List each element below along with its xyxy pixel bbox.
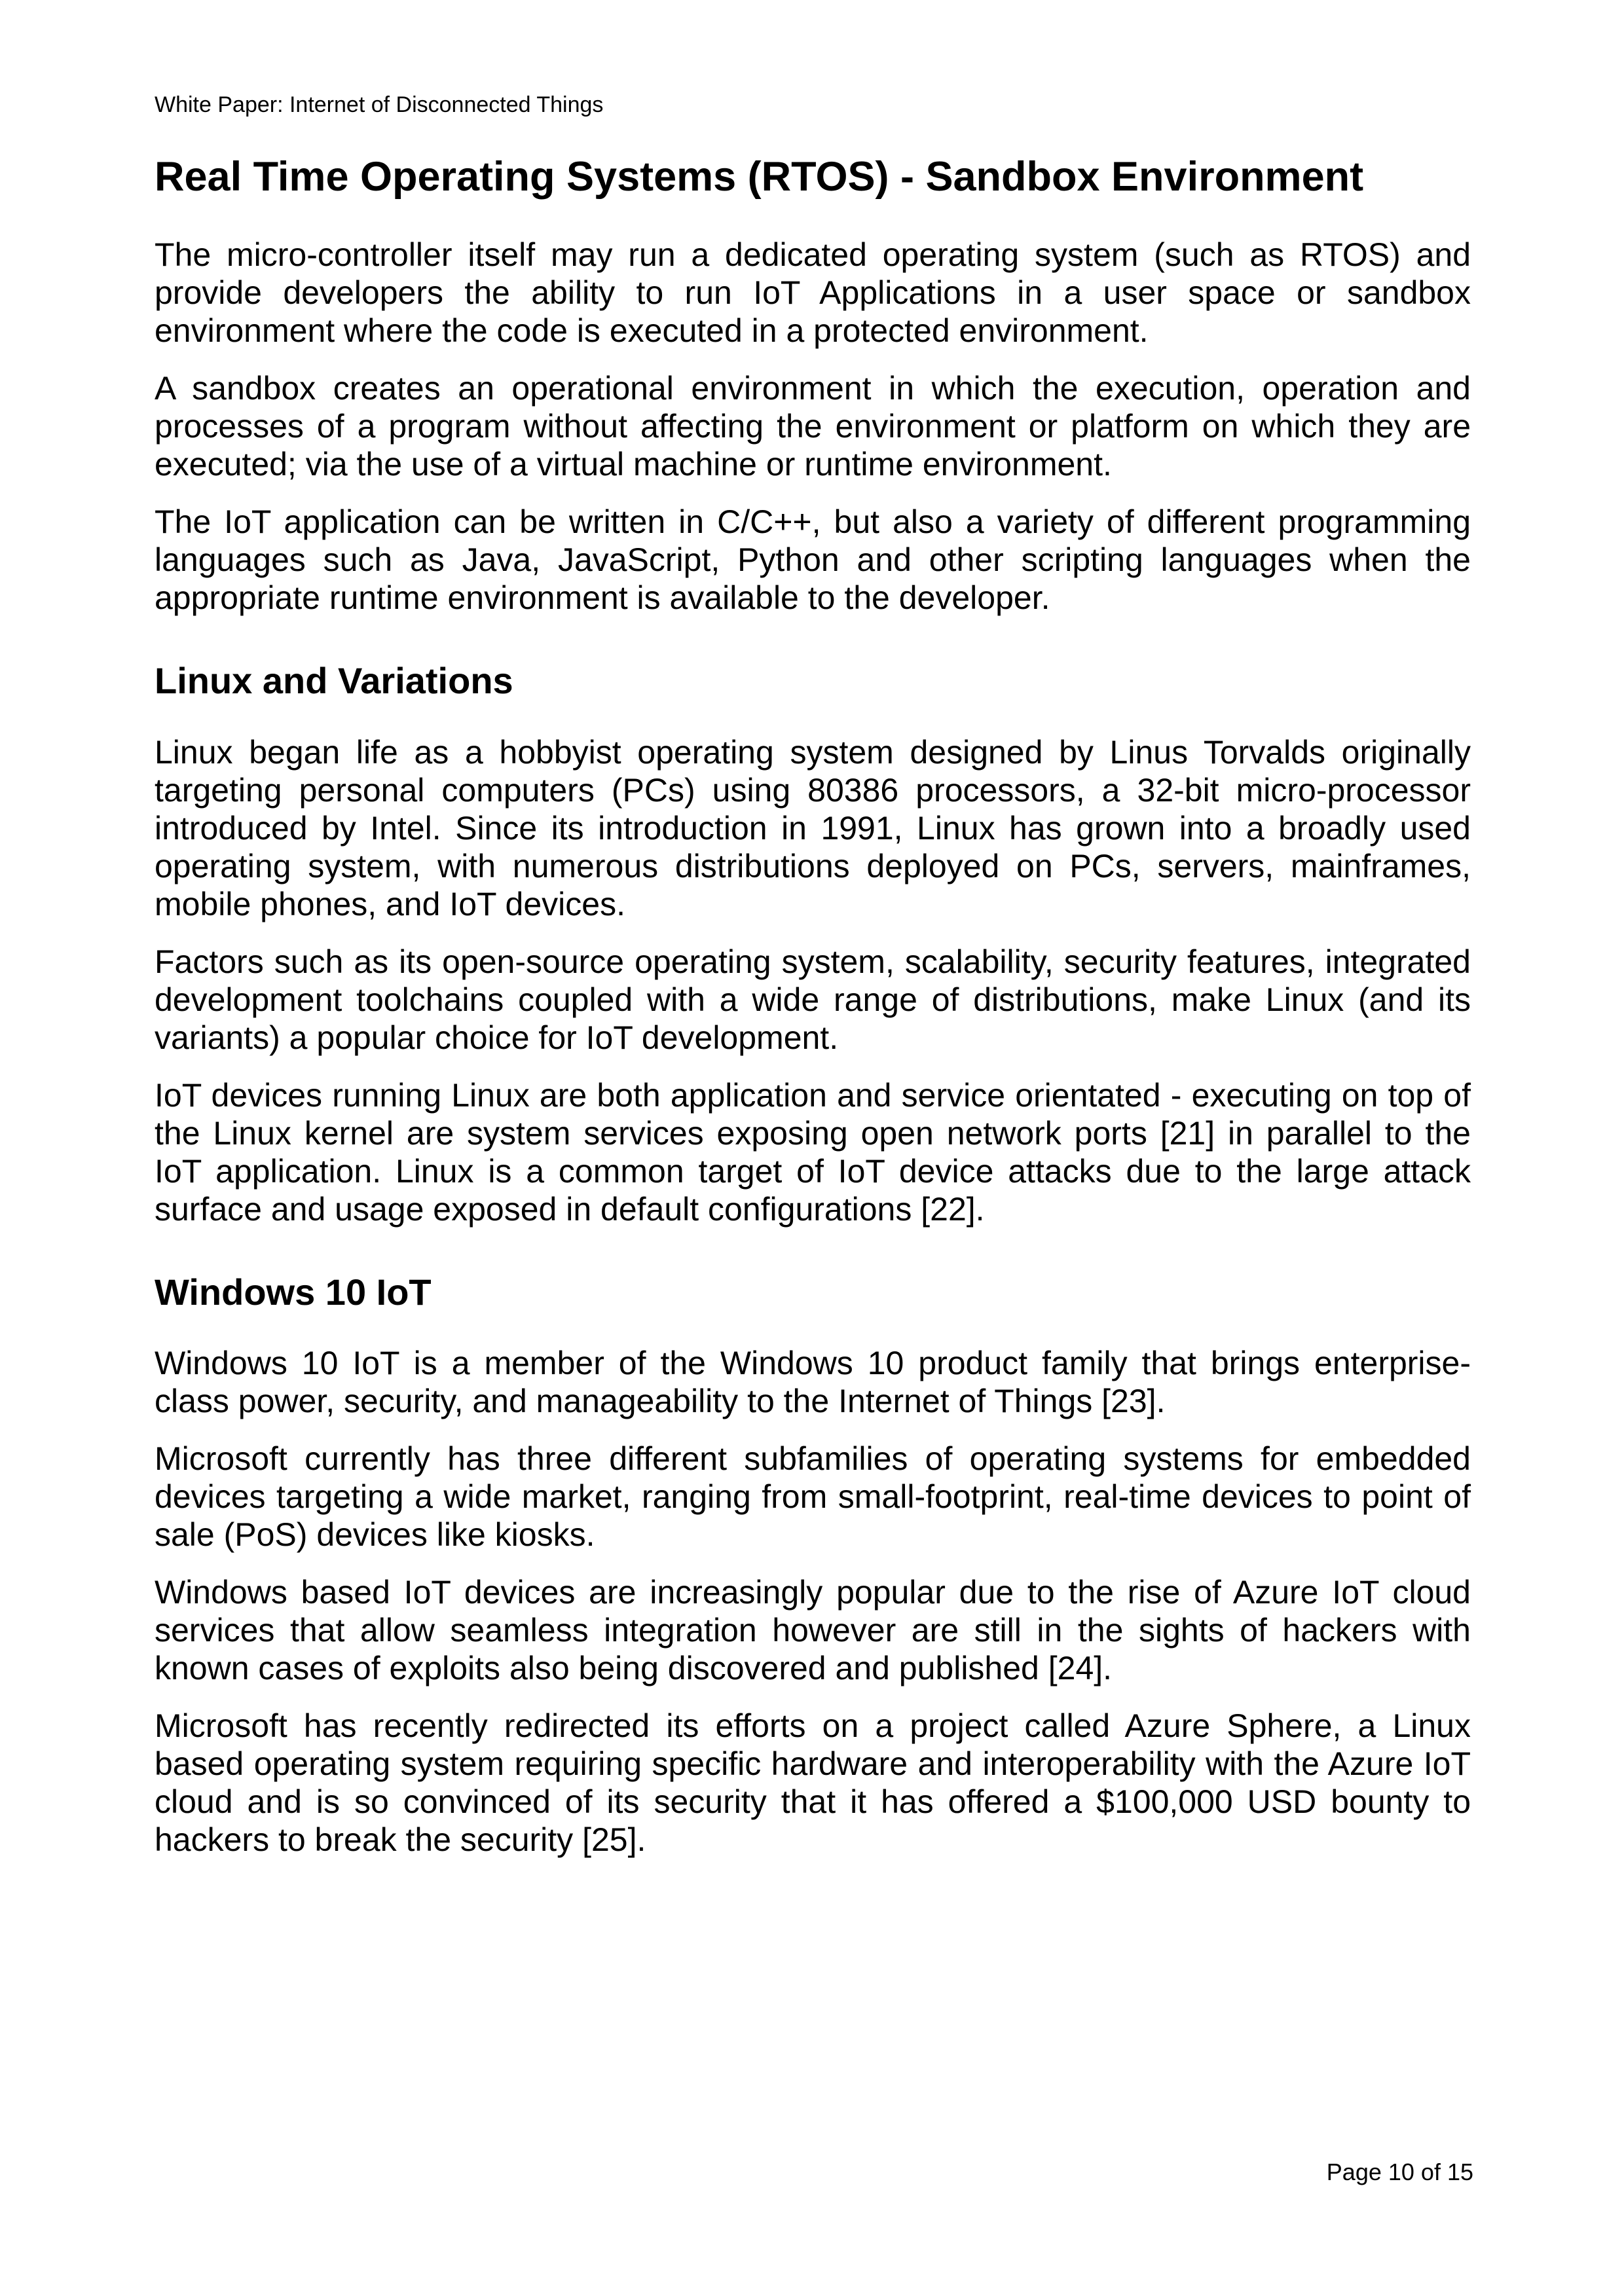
- paragraph: A sandbox creates an operational environment in which the execution, operation and processes of a program without affecting the environment or platform on which they are executed; via the use of a virtual machine or runtime environment.: [155, 370, 1471, 483]
- paragraph: Windows based IoT devices are increasingly popular due to the rise of Azure IoT cloud services that allow seamless integration however are still in the sights of hackers with known cases of exploits also being discovered and published [24].: [155, 1573, 1471, 1686]
- paragraph: Microsoft has recently redirected its efforts on a project called Azure Sphere, a Linux based operating system requiring specific hardware and interoperability with the Azure IoT cloud and is so convinced of its security that it has offered a $100,000 USD bounty to hackers to break the security [25].: [155, 1707, 1471, 1858]
- paragraph: Microsoft currently has three different subfamilies of operating systems for embedded devices targeting a wide market, ranging from small-footprint, real-time devices to point of sale (PoS) devices like kiosks.: [155, 1440, 1471, 1553]
- paragraph: The micro-controller itself may run a dedicated operating system (such as RTOS) and provide developers the ability to run IoT Applications in a user space or sandbox environment where the code is executed in a protected environment.: [155, 236, 1471, 350]
- paragraph: IoT devices running Linux are both application and service orientated - executing on top of the Linux kernel are system services exposing open network ports [21] in parallel to the IoT application. Linux is a common target of IoT device attacks due to the large attack surface and usage exposed in default configurations [22].: [155, 1076, 1471, 1228]
- section-heading-windows: Windows 10 IoT: [155, 1271, 432, 1313]
- page-number: Page 10 of 15: [1326, 2158, 1473, 2185]
- paragraph: Linux began life as a hobbyist operating system designed by Linus Torvalds originally targeting personal computers (PCs) using 80386 processors, a 32-bit micro-processor introduced by Intel. Since its introduction in 1991, Linux has grown into a broadly used operating system, with numerous distributions deployed on PCs, servers, mainframes, mobile phones, and IoT devices.: [155, 733, 1471, 922]
- section-heading-linux: Linux and Variations: [155, 660, 513, 702]
- paragraph: Factors such as its open-source operating system, scalability, security features, integrated development toolchains coupled with a wide range of distributions, make Linux (and its variants) a popular choice for IoT development.: [155, 943, 1471, 1056]
- section-heading-rtos: Real Time Operating Systems (RTOS) - Sandbox Environment: [155, 153, 1364, 200]
- document-header: White Paper: Internet of Disconnected Things: [155, 92, 604, 117]
- paragraph: Windows 10 IoT is a member of the Windows 10 product family that brings enterprise-class power, security, and manageability to the Internet of Things [23].: [155, 1344, 1471, 1419]
- paragraph: The IoT application can be written in C/C++, but also a variety of different programming languages such as Java, JavaScript, Python and other scripting languages when the appropriate runtime environment is available to the developer.: [155, 503, 1471, 617]
